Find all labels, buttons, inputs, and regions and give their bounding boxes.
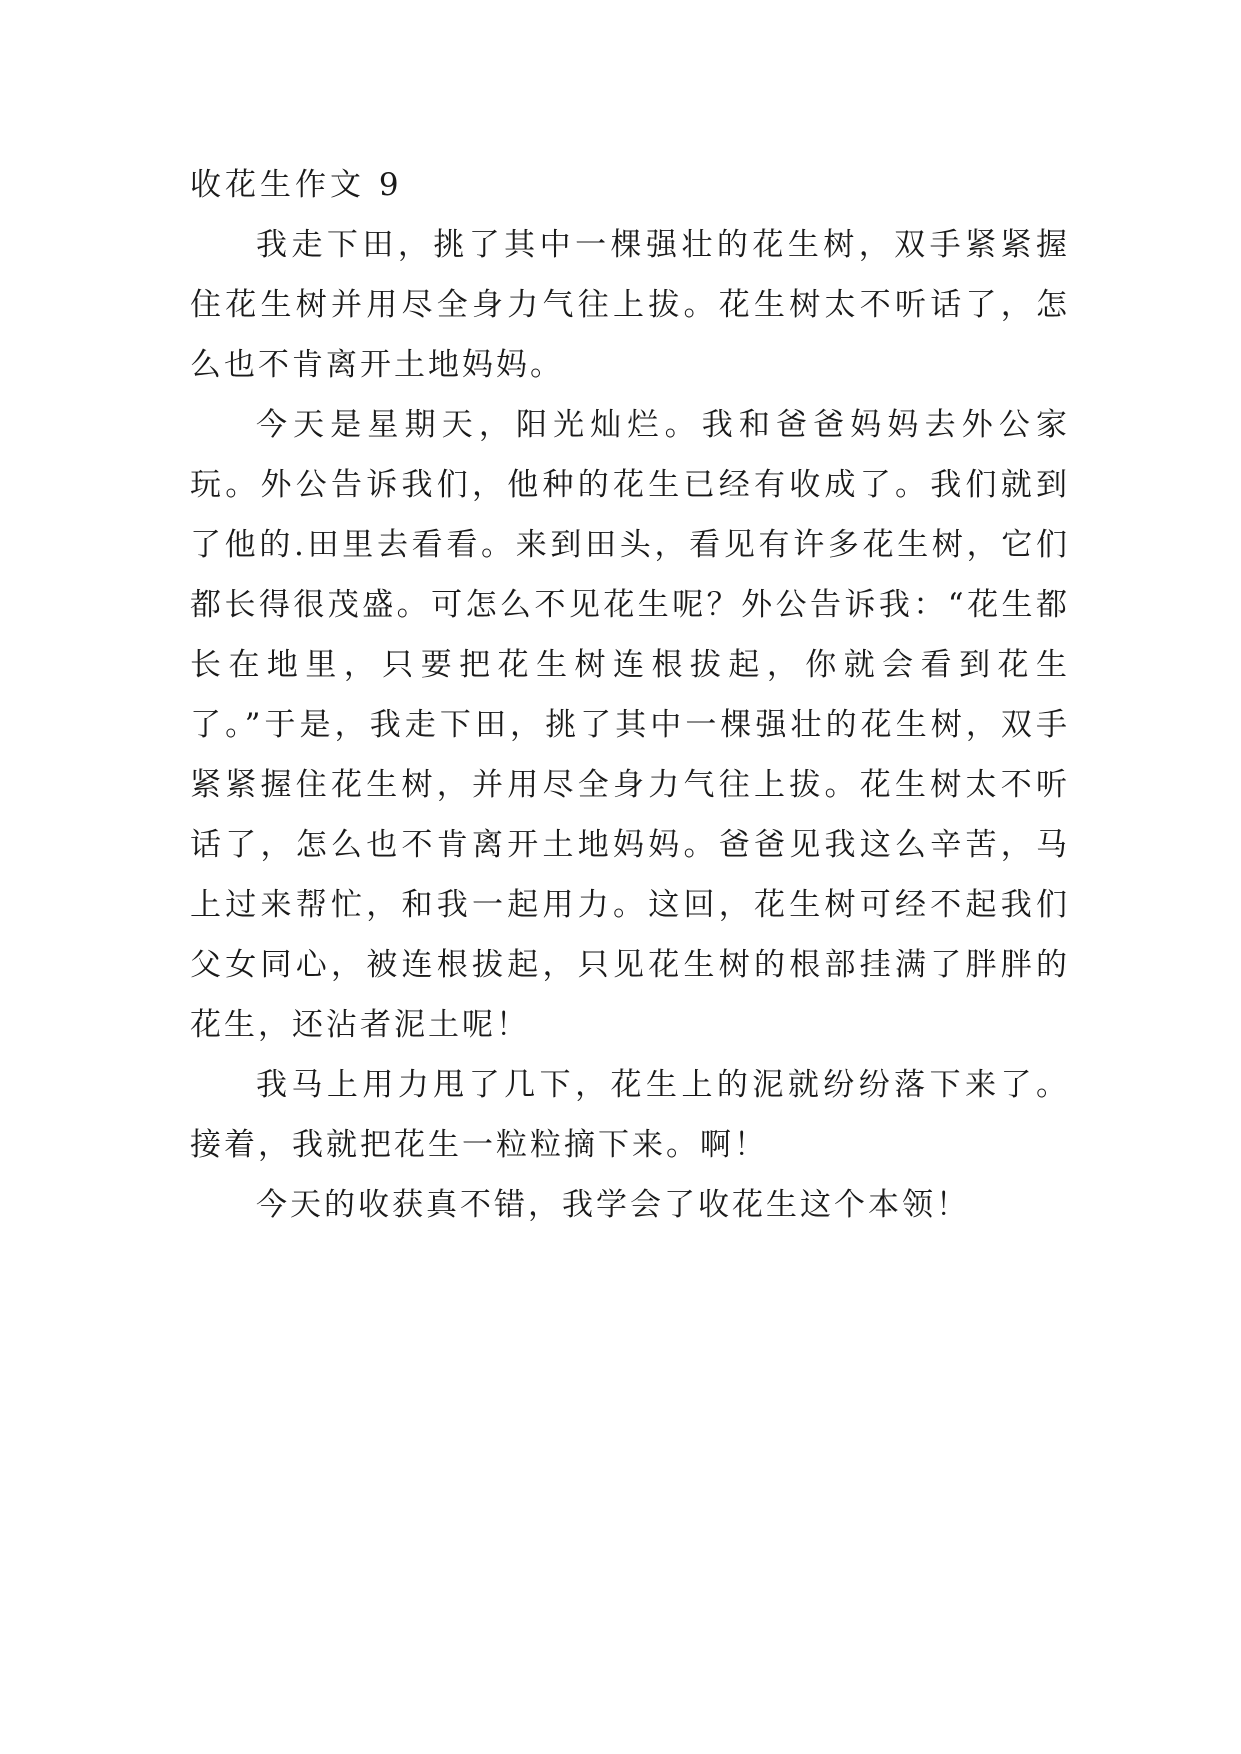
essay-title: 收花生作文 9 — [190, 167, 403, 203]
paragraph-1: 我走下田，挑了其中一棵强壮的花生树，双手紧紧握住花生树并用尽全身力气往上拔。花生树太不听话了，怎么也不肯离开土地妈妈。 — [190, 227, 1070, 383]
essay-body — [190, 155, 1070, 1235]
paragraph-3: 我马上用力甩了几下，花生上的泥就纷纷落下来了。接着，我就把花生一粒粒摘下来。啊！ — [190, 1067, 1070, 1163]
paragraph-4: 今天的收获真不错，我学会了收花生这个本领！ — [256, 1187, 970, 1223]
paragraph-2: 今天是星期天，阳光灿烂。我和爸爸妈妈去外公家玩。外公告诉我们，他种的花生已经有收成了。我们就到了他的.田里去看看。来到田头，看见有许多花生树，它们都长得很茂盛。可怎么不见花生呢？外公告诉我：“花生都长在地里，只要把花生树连根拔起，你就会看到花生了。”于是，我走下田，挑了其中一棵强壮的花生树，双手紧紧握住花生树，并用尽全身力气往上拔。花生树太不听话了，怎么也不肯离开土地妈妈。爸爸见我这么辛苦，马上过来帮忙，和我一起用力。这回，花生树可经不起我们父女同心，被连根拔起，只见花生树的根部挂满了胖胖的花生，还沾者泥土呢！ — [190, 407, 1070, 1043]
